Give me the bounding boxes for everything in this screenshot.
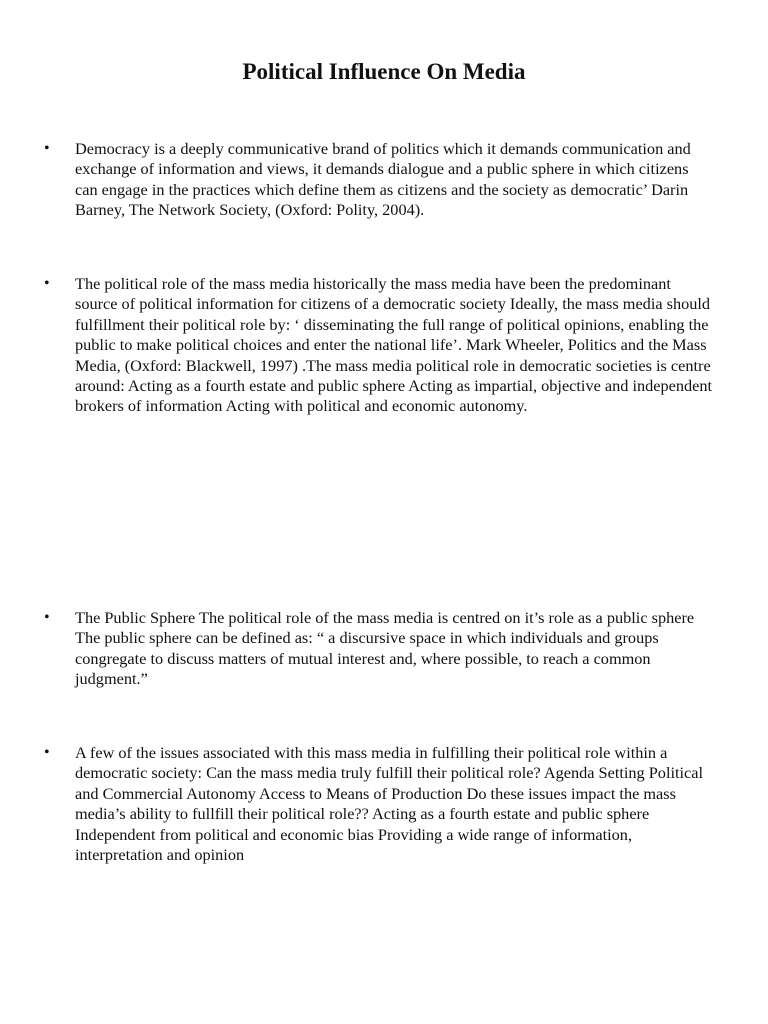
- bullet-item-political-role: [44, 274, 714, 417]
- bullet-marker: •: [44, 744, 50, 761]
- bullet-item-public-sphere: [44, 608, 714, 690]
- page-title: Political Influence On Media: [242, 59, 526, 84]
- bullet-item-issues: [44, 743, 714, 865]
- bullet-marker: •: [44, 609, 50, 626]
- bullet-text: The political role of the mass media historically the mass media have been the predominant source of political information for citizens of a democratic society Ideally, the mass media should fulfillment their political role by: ‘ disseminating the full range of political opinions, enabling the public to make political choices and enter the national life’. Mark Wheeler, Politics and the Mass Media, (Oxford: Blackwell, 1997) .The mass media political role in democratic societies is centre around: Acting as a fourth estate and public sphere Acting as impartial, objective and independent brokers of information Acting with political and economic autonomy.: [75, 274, 713, 416]
- bullet-marker: •: [44, 275, 50, 292]
- bullet-text: A few of the issues associated with this mass media in fulfilling their political role within a democratic society: Can the mass media truly fulfill their political role? Agenda Setting Political and Commercial Autonomy Access to Means of Production Do these issues impact the mass media’s ability to fullfill their political role?? Acting as a fourth estate and public sphere Independent from political and economic bias Providing a wide range of information, interpretation and opinion: [75, 743, 704, 865]
- bullet-text: The Public Sphere The political role of the mass media is centred on it’s role as a public sphere The public sphere can be defined as: “ a discursive space in which individuals and groups congregate to discuss matters of mutual interest and, where possible, to reach a common judgment.”: [75, 608, 695, 689]
- bullet-item-democracy: [44, 139, 714, 221]
- bullet-marker: •: [44, 140, 50, 157]
- bullet-text: Democracy is a deeply communicative brand of politics which it demands communication and exchange of information and views, it demands dialogue and a public sphere in which citizens can engage in the practices which define them as citizens and the society as democratic’ Darin Barney, The Network Society, (Oxford: Polity, 2004).: [75, 139, 691, 220]
